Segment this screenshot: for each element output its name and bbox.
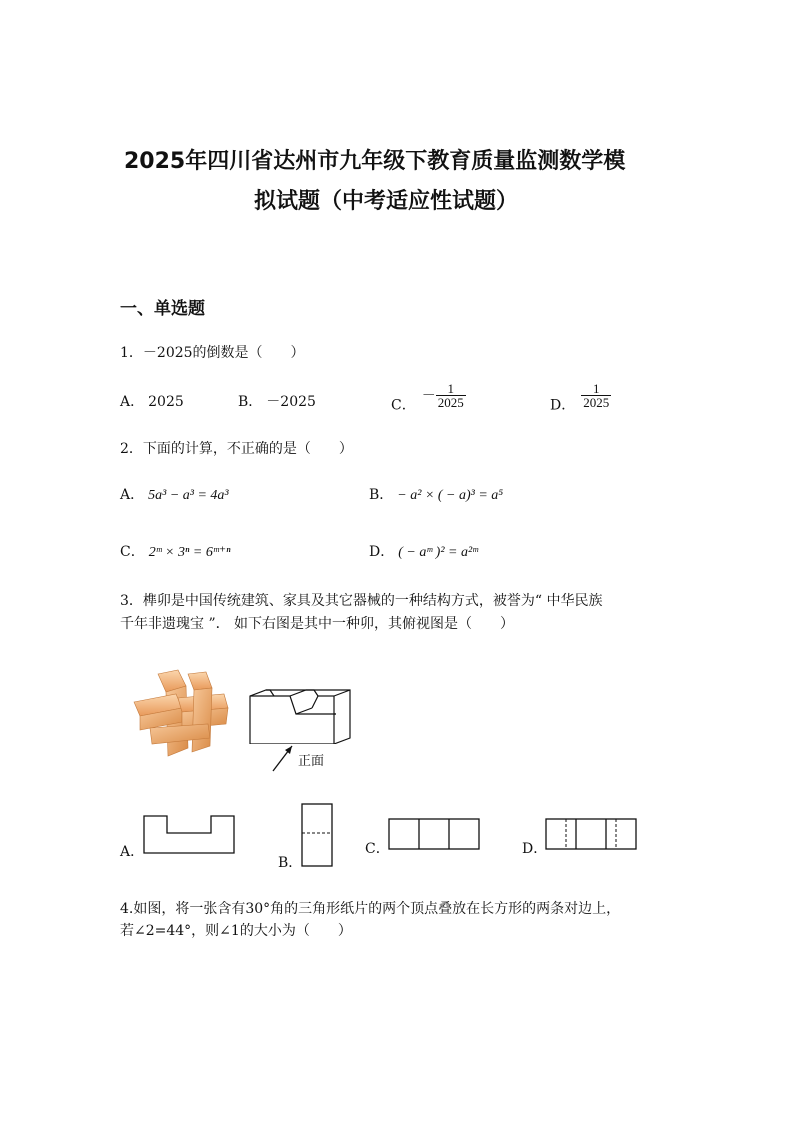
q2-option-d <box>369 541 478 561</box>
q3-option-c-label: C． <box>365 841 390 857</box>
q1-option-b-value: －2025 <box>266 394 316 410</box>
q1-option-d-numerator: 1 <box>592 381 600 396</box>
q3-option-d-shape <box>545 818 637 850</box>
page-title-line2: 拟试题（中考适应性试题） <box>254 189 519 214</box>
q2-option-a <box>120 484 229 504</box>
q2-option-b-expr: − a² × ( − a)³ = a⁵ <box>397 488 504 503</box>
q3-option-a-label: A． <box>120 844 145 860</box>
q3-option-c-shape <box>388 818 480 850</box>
q1-option-c-label: C． <box>391 397 416 414</box>
q1-option-c <box>391 382 466 415</box>
q1-option-c-denominator: 2025 <box>437 395 464 410</box>
q3-option-b-shape <box>301 803 333 867</box>
q1-option-b <box>238 391 316 411</box>
question-3-line2: 千年非遗瑰宝 ”． 如下右图是其中一种卯，其俯视图是（ ） <box>120 616 515 632</box>
q1-option-c-fraction <box>436 382 466 409</box>
q1-option-a-label: A． <box>120 394 145 410</box>
q1-option-d-denominator: 2025 <box>583 395 610 410</box>
q2-option-d-label: D． <box>369 544 395 560</box>
q2-option-a-expr: 5a³ − a³ = 4a³ <box>148 488 229 503</box>
q2-option-a-label: A． <box>120 487 145 503</box>
q2-option-b-label: B． <box>369 487 394 503</box>
q1-option-a <box>120 391 184 411</box>
wooden-puzzle-image <box>130 668 230 764</box>
q1-option-d-fraction <box>581 382 611 409</box>
q3-option-d-label: D． <box>522 841 548 857</box>
page-title-line1: 2025年四川省达州市九年级下教育质量监测数学模 <box>124 149 626 174</box>
front-arrow-icon <box>270 742 296 774</box>
q2-option-d-expr: ( − aᵐ )² = a²ᵐ <box>398 545 479 560</box>
section-heading: 一、单选题 <box>120 299 205 319</box>
q2-option-c-expr: 2ᵐ × 3ⁿ = 6ᵐ⁺ⁿ <box>148 545 231 560</box>
question-2-text: 2．下面的计算，不正确的是（ ） <box>120 441 353 457</box>
q1-option-c-sign: － <box>421 387 436 404</box>
q1-option-a-value: 2025 <box>148 394 184 410</box>
q1-option-c-numerator: 1 <box>447 381 454 396</box>
q2-option-c-label: C． <box>120 544 145 560</box>
q3-option-b-label: B． <box>278 855 303 871</box>
front-view-label: 正面 <box>298 754 325 769</box>
question-1-text: 1．－2025的倒数是（ ） <box>120 345 305 361</box>
question-4-line2: 若∠2=44°，则∠1的大小为（ ） <box>120 923 352 939</box>
question-3-line1: 3．榫卯是中国传统建筑、家具及其它器械的一种结构方式，被誉为“ 中华民族 <box>120 593 603 609</box>
q3-option-a-shape <box>143 815 235 855</box>
q2-option-b <box>369 484 503 504</box>
q1-option-d-label: D． <box>550 397 576 414</box>
q1-option-d <box>550 382 611 415</box>
question-4-line1: 4.如图，将一张含有30°角的三角形纸片的两个顶点叠放在长方形的两条对边上， <box>120 901 621 917</box>
q2-option-c <box>120 541 231 561</box>
mortise-block-figure <box>248 688 354 744</box>
q1-option-b-label: B． <box>238 394 263 410</box>
